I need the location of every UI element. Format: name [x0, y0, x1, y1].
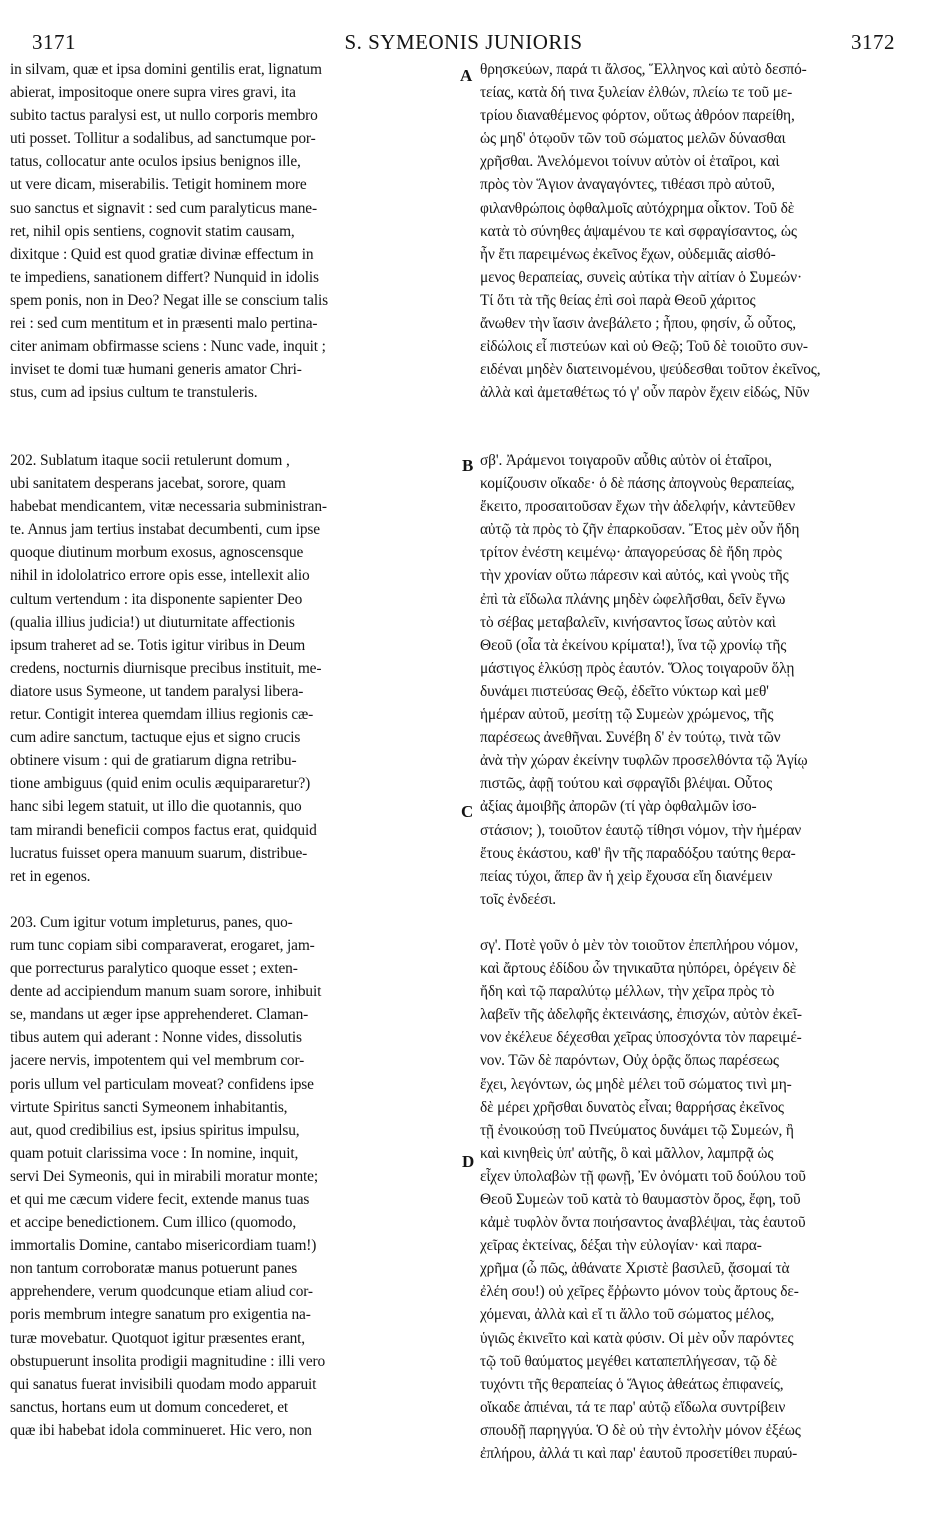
text-line: αὐτῷ τὰ πρὸς τὸ ζῆν ἐπαρκοῦσαν. Ἔτος μὲν οὖν ἤδη	[480, 521, 800, 539]
greek-column-bottom	[480, 449, 900, 1465]
text-line: stus, cum ad ipsius cultum te transtuleris.	[10, 384, 258, 402]
text-line: se, mandans ut æger ipse apprehenderet. Claman-	[10, 1006, 309, 1024]
text-line: rei : sed cum mentitum et in præsenti malo pertina-	[10, 315, 318, 333]
text-line: apprehendere, verum quodcunque etiam aliud cor-	[10, 1283, 313, 1301]
text-line: στάσιον; ), τοιοῦτον ἑαυτῷ τίθησι νόμον, τὴν ἡμέραν	[480, 821, 802, 839]
text-line: φιλανθρώποις ὀφθαλμοῖς αὐτόχρημα οἶκτον. Τοῦ δὲ	[480, 199, 795, 217]
text-line: ἔτους ἑκάστου, καθ' ἣν τῆς παραδόξου ταύτης θερα-	[480, 844, 796, 862]
text-line: ὡς μηδ' ὁτῳοῦν τῶν τοῦ σώματος μελῶν δύνασθαι	[480, 130, 786, 148]
text-line: spem ponis, non in Deo? Negat ille se conscium talis	[10, 291, 328, 309]
text-line: χρῆμα (ὦ πῶς, ἀθάνατε Χριστὲ βασιλεῦ, ᾄσομαί τὰ	[480, 1260, 790, 1278]
text-line: et accipe benedictionem. Cum illico (quomodo,	[10, 1214, 297, 1232]
text-line: ἐλέη σου!) οὐ χεῖρες ἔῤῥωντο μόνον τοὺς ἄρτους δε-	[480, 1283, 799, 1301]
text-line: ἔχει, λεγόντων, ὡς μηδὲ μέλει τοῦ σώματος τινὶ μη-	[480, 1075, 792, 1093]
text-line: cultum vertendum : ita disponente sapienter Deo	[10, 590, 303, 608]
text-line: ret, nihil opis sentiens, cognovit statim causam,	[10, 222, 295, 240]
text-line: suo sanctus et signavit : sed cum paralyticus mane-	[10, 199, 317, 217]
text-line: νον. Τῶν δὲ παρόντων, Οὐχ ὁρᾷς ὅπως παρέσεως	[480, 1052, 779, 1070]
margin-letter-a: A	[460, 66, 473, 85]
text-line: nihil in idololatrico errore opis esse, intellexit alio	[10, 567, 310, 585]
text-line: te. Annus jam tertius instabat decumbenti, cum ipse	[10, 521, 320, 539]
text-line: τρίου διαναθέμενος φόρτον, οὕτως ἀθρόον παρείθη,	[480, 107, 795, 125]
text-line: σβ'. Ἀράμενοι τοιγαροῦν αὖθις αὐτὸν οἱ ἑταῖροι,	[480, 452, 772, 469]
text-line: tam mirandi beneficii compos factus erat, quidquid	[10, 821, 317, 839]
text-line: εἶχεν ὑπολαβὼν τῇ φωνῇ, Ἐν ὀνόματι τοῦ δούλου τοῦ	[480, 1167, 806, 1185]
text-line: τρίτον ἐνέστη κειμένῳ· ἀπαγορεύσας δὲ ἤδη πρὸς	[480, 544, 782, 562]
text-line: obstupuerunt insolita prodigii magnitudine : illi vero	[10, 1352, 326, 1370]
text-line: te impediens, sanationem differt? Nunquid in idolis	[10, 268, 319, 286]
text-line: retur. Contigit interea quemdam illius regionis cæ-	[10, 706, 314, 724]
text-line: 202. Sublatum itaque socii retulerunt domum ,	[10, 452, 290, 469]
text-line: non tantum corroboratæ manus potuerunt panes	[10, 1260, 298, 1278]
text-line: quam potuit clarissima voce : In nomine, inquit,	[10, 1144, 299, 1162]
text-line: tibus autem qui aderant : Nonne vides, dissolutis	[10, 1029, 302, 1047]
text-line: dixitque : Quid est quod gratiæ divinæ effectum in	[10, 245, 314, 263]
text-line: diatore usus Symeone, ut tandem paralysi libera-	[10, 682, 304, 700]
text-line: τυχόντι τῆς θεραπείας ὁ Ἅγιος ἀθεάτως ἐπιφανείς,	[480, 1375, 784, 1393]
text-line: uti posset. Tollitur a sodalibus, ad sanctumque por-	[10, 130, 316, 148]
text-line: Θεοῦ Συμεὼν τοῦ κατὰ τὸ θαυμαστὸν ὄρος, ἔφη, τοῦ	[480, 1191, 801, 1208]
text-line: ειδέναι μηδὲν διατεινομένου, ψεύδεσθαι τοῦτον ἐκεῖνος,	[480, 361, 821, 379]
text-line: χεῖρας ἐκτείνας, δέξαι τὴν εὐλογίαν· καὶ παρα-	[480, 1237, 762, 1255]
text-line: εἰδώλοις εἶ πιστεύων καὶ οὐ Θεῷ; Τοῦ δὲ τοιοῦτο συν-	[480, 338, 808, 356]
text-line: quæ ibi habebat idola comminueret. Hic vero, non	[10, 1421, 312, 1439]
text-line: σπουδῇ παρηγγύα. Ὁ δὲ οὐ τὴν ἐντολὴν μόνον ἐξέως	[480, 1421, 801, 1439]
margin-letter-c: C	[461, 802, 474, 821]
text-line: qui sanatus fuerat invisibili quodam modo apparuit	[10, 1375, 317, 1393]
text-line: κομίζουσιν οἴκαδε· ὁ δὲ πάσης ἀπογνοὺς θεραπείας,	[480, 475, 795, 493]
text-line: ἐπὶ τὰ εἴδωλα πλάνης μηδὲν ὠφελῆσθαι, δεῖν ἔγνω	[480, 590, 786, 608]
text-line: ἦν ἔτι παρειμένως ἐκεῖνος ἔχων, οὐδεμιᾶς αἰσθό-	[480, 245, 776, 263]
text-line: κἀμὲ τυφλὸν ὄντα ποιήσαντος ἀναβλέψαι, τὰς ἑαυτοῦ	[480, 1214, 806, 1232]
running-title: S. SYMEONIS JUNIORIS	[344, 30, 583, 54]
text-line: rum tunc copiam sibi comparaverat, erogaret, jam-	[10, 936, 315, 954]
text-line: ἀνὰ τὴν χώραν ἐκείνην τυφλῶν προσελθόντα τῷ Ἁγίῳ	[480, 752, 808, 770]
margin-letter-d: D	[462, 1152, 475, 1171]
paragraph-gap	[10, 888, 460, 911]
text-line: θρησκεύων, παρά τι ἄλσος, Ἕλληνος καὶ αὐτὸ δεσπό-	[480, 61, 807, 78]
text-line: tatus, collocatur ante oculos ipsius benignos ille,	[10, 153, 301, 171]
text-line: κατὰ τὸ σύνηθες ἁψαμένου τε καὶ σφραγίσαντος, ὡς	[480, 222, 797, 240]
text-line: τῷ τοῦ θαύματος μεγέθει καταπεπλήγεσαν, τῷ δὲ	[480, 1352, 777, 1370]
text-line: ἄνωθεν τὴν ἴασιν ἀνεβάλετο ; ἦπου, φησίν, ὦ οὗτος,	[480, 315, 796, 333]
text-line: ἐπλήρου, ἀλλά τι καὶ παρ' ἑαυτοῦ προσετίθει πυραύ-	[480, 1445, 798, 1463]
text-line: lucratus fuisset opera manuum suarum, distribue-	[10, 844, 308, 862]
text-line: ἔκειτο, προσαιτοῦσαν ἔχων τὴν ἀδελφήν, κἀντεῦθεν	[480, 498, 796, 516]
text-line: χόμεναι, ἀλλὰ καὶ εἴ τι ἄλλο τοῦ σώματος μέλος,	[480, 1306, 775, 1324]
text-line: ἡμέραν αὐτοῦ, μεσίτῃ τῷ Συμεὼν χρώμενος, τῆς	[480, 706, 774, 724]
text-line: que porrecturus paralytico quoque esset ; exten-	[10, 960, 298, 978]
text-line: poris membrum integre sanatum pro exigentia na-	[10, 1306, 311, 1324]
text-line: immortalis Domine, cantabo misericordiam tuam!)	[10, 1237, 317, 1255]
text-line: καὶ ἄρτους ἐδίδου ὧν τηνικαῦτα ηὐπόρει, ὀρέγειν δὲ	[480, 960, 796, 978]
text-line: in silvam, quæ et ipsa domini gentilis erat, lignatum	[10, 61, 322, 78]
paragraph-gap	[480, 911, 900, 934]
text-line: σγ'. Ποτὲ γοῦν ὁ μὲν τὸν τοιοῦτον ἐπεπλήρου νόμον,	[480, 936, 799, 954]
text-line: τὸ σέβας μεταβαλεῖν, κινήσαντος ἴσως αὐτὸν καὶ	[480, 613, 776, 631]
text-line: νον ἐκέλευε δέχεσθαι χεῖρας ὑποσχόντα τὸν παρειμέ-	[480, 1029, 802, 1047]
text-line: credens, nocturnis diurnisque precibus instituit, me-	[10, 659, 322, 677]
text-line: subito tactus paralysi est, ut nullo corporis membro	[10, 107, 318, 125]
text-line: τείας, κατὰ δή τινα ξυλείαν ἐλθών, πλείω τε τοῦ με-	[480, 84, 793, 102]
text-line: πρὸς τὸν Ἅγιον ἀναγαγόντες, τιθέασι πρὸ αὐτοῦ,	[480, 176, 775, 194]
greek-column-top	[480, 58, 900, 404]
text-line: 203. Cum igitur votum impleturus, panes, quo-	[10, 913, 293, 931]
text-line: Θεοῦ (οἷα τὰ ἐκείνου κρίματα!), ἵνα τῷ χρονίῳ τῆς	[480, 636, 787, 654]
margin-letter-b: B	[462, 456, 474, 475]
text-line: aut, quod credibilius est, ipsius spiritus impulsu,	[10, 1121, 300, 1139]
text-line: obtinere visum : qui de gratiarum digna retribu-	[10, 752, 297, 770]
latin-column-bottom	[10, 449, 460, 1442]
text-line: tione ambiguus (quid enim oculis æquipararetur?)	[10, 775, 311, 793]
text-line: inviset te domi tuæ humani generis amator Chri-	[10, 361, 302, 379]
text-line: et qui me cæcum videre fecit, extende manus tuas	[10, 1191, 310, 1208]
text-line: ret in egenos.	[10, 867, 91, 885]
text-line: ubi sanitatem desperans jacebat, sorore, quam	[10, 475, 286, 493]
text-line: abierat, impositoque onere supra vires gravi, ita	[10, 84, 296, 102]
text-line: quoque diutinum morbum exosus, agnoscensque	[10, 544, 304, 562]
text-line: sanctus, hortans eum ut domum concederet, et	[10, 1398, 289, 1416]
text-line: habebat mendicantem, vitæ necessaria subministran-	[10, 498, 327, 516]
text-line: virtute Spiritus sancti Symeonem inhabitantis,	[10, 1098, 288, 1116]
text-line: poris ullum vel particulam moveat? confidens ipse	[10, 1075, 314, 1093]
text-line: jacere nervis, impotentem qui vel membrum cor-	[10, 1052, 305, 1070]
text-line: πιστῶς, ἀφῇ τούτου καὶ σφραγῖδι βλέψαι. Οὗτος	[480, 775, 773, 793]
left-page-number: 3171	[32, 30, 76, 54]
text-line: ἤδη καὶ τῷ παραλύτῳ μέλλων, τὴν χεῖρα πρὸς τὸ	[480, 983, 775, 1001]
text-line: cum adire sanctum, tactuque ejus et signo crucis	[10, 729, 301, 747]
text-line: servi Dei Symeonis, qui in mirabili moratur monte;	[10, 1167, 318, 1185]
page-header	[32, 30, 895, 60]
text-line: τοῖς ἐνδεέσι.	[480, 890, 556, 908]
text-line: ipsum traheret ad se. Totis igitur viribus in Deum	[10, 636, 306, 654]
text-line: μενος θεραπείας, συνεὶς αὐτίκα τὴν αἰτίαν ὁ Συμεών·	[480, 268, 802, 286]
text-line: (qualia illius judicia!) ut diuturnitate affectionis	[10, 613, 295, 631]
latin-column-top	[10, 58, 460, 404]
text-line: χρῆσθαι. Ἀνελόμενοι τοίνυν αὐτὸν οἱ ἑταῖροι, καὶ	[480, 153, 780, 171]
text-line: τῇ ἐνοικούσῃ τοῦ Πνεύματος δυνάμει τῷ Συμεών, ἢ	[480, 1121, 794, 1139]
text-line: δὲ μέρει χρῆσθαι δυνατὸς εἶναι; θαρρήσας ἐκεῖνος	[480, 1098, 784, 1116]
text-line: πείας τύχοι, ἅπερ ἂν ἡ χεὶρ ἔχουσα εἴη διανέμειν	[480, 867, 773, 885]
text-line: παρέσεως ἀνεθῆναι. Συνέβη δ' ἐν τούτῳ, τινὰ τῶν	[480, 729, 781, 747]
right-page-number: 3172	[851, 30, 895, 54]
text-line: ὑγιῶς ἐκινεῖτο καὶ κατὰ φύσιν. Οἱ μὲν οὖν παρόντες	[480, 1329, 794, 1347]
text-line: οἴκαδε ἀπιέναι, τά τε παρ' αὐτῷ εἴδωλα συντρίβειν	[480, 1398, 786, 1416]
text-line: turæ movebatur. Quotquot igitur præsentes erant,	[10, 1329, 306, 1347]
text-line: ut vere dicam, miserabilis. Tetigit hominem more	[10, 176, 307, 194]
text-line: dente ad accipiendum manum suam sorore, inhibuit	[10, 983, 322, 1001]
text-line: καὶ κινηθεὶς ὑπ' αὐτῆς, ὃ καὶ μᾶλλον, λαμπρᾷ ὡς	[480, 1144, 774, 1162]
text-line: τὴν χρονίαν οὕτω πάρεσιν καὶ αὐτός, καὶ γνοὺς τῆς	[480, 567, 789, 585]
text-line: ἀξίας ἀμοιβῆς ἀπορῶν (τί γὰρ ὀφθαλμῶν ἰσο-	[480, 798, 757, 816]
text-line: citer animam obfirmasse sciens : Nunc vade, inquit ;	[10, 338, 326, 356]
text-line: Τί ὅτι τὰ τῆς θείας ἐπὶ σοὶ παρὰ Θεοῦ χάριτος	[480, 291, 756, 309]
text-line: hanc sibi legem statuit, ut illo die quotannis, quo	[10, 798, 302, 816]
text-line: ἀλλὰ καὶ ἀμεταθέτως τό γ' οὖν παρὸν ἔχειν εἰδώς, Νῦν	[480, 384, 810, 402]
text-line: μάστιγος ἑλκύσῃ πρὸς ἑαυτόν. Ὅλος τοιγαροῦν ὅλῃ	[480, 659, 795, 677]
text-line: δυνάμει πιστεύσας Θεῷ, ἐδεῖτο νύκτωρ καὶ μεθ'	[480, 682, 769, 700]
text-line: λαβεῖν τῆς ἀδελφῆς ἐκτεινάσης, ἐπισχών, αὐτὸν ἐκεῖ-	[480, 1006, 802, 1024]
